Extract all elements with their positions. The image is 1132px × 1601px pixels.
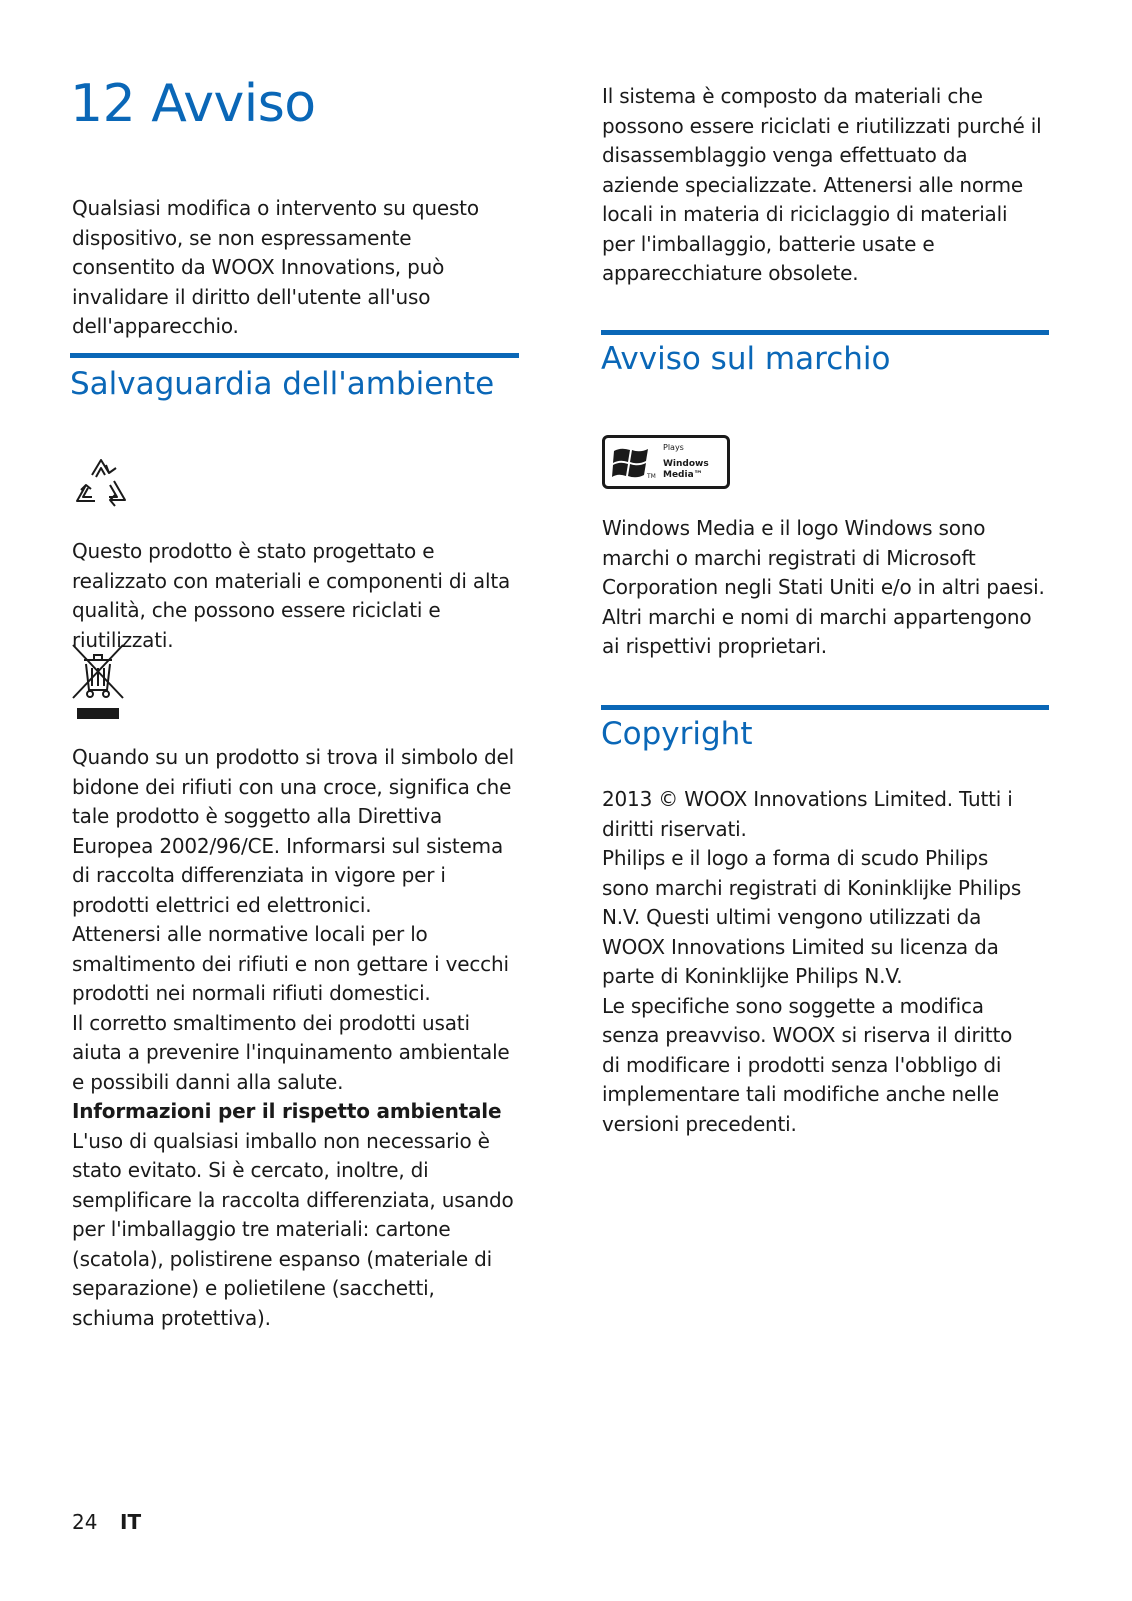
logo-media: Media™ xyxy=(663,470,703,480)
environment-paragraph-2: Quando su un prodotto si trova il simbolo del bidone dei rifiuti con una croce, significa che tale prodotto è soggetto alla Direttiva Europea 2002/96/CE. Informarsi sul sistema di raccolta differenziata in vigore per i prodotti elettrici ed elettronici. xyxy=(72,745,514,917)
logo-tm: TM xyxy=(647,473,656,480)
trademark-text: Windows Media e il logo Windows sono marchi o marchi registrati di Microsoft Corporation negli Stati Uniti e/o in altri paesi. Altri marchi e nomi di marchi appartengono ai rispettivi proprietari. xyxy=(602,516,1045,658)
page-title: 12 Avviso xyxy=(70,74,316,134)
page-language: IT xyxy=(120,1510,142,1534)
copyright-paragraph-1: 2013 © WOOX Innovations Limited. Tutti i diritti riservati. xyxy=(602,787,1013,841)
trademark-heading: Avviso sul marchio xyxy=(601,341,891,377)
windows-flag-icon xyxy=(612,445,652,481)
intro-text: Qualsiasi modifica o intervento su questo dispositivo, se non espressamente consentito da WOOX Innovations, può invalidare il diritto dell'utente all'uso dell'apparecchio. xyxy=(72,196,479,338)
section-rule-environment xyxy=(70,353,519,358)
section-rule-copyright xyxy=(601,705,1049,710)
environment-paragraph-1: Questo prodotto è stato progettato e realizzato con materiali e componenti di alta qualità, che possono essere riciclati e riutilizzati. xyxy=(72,539,511,652)
windows-media-logo xyxy=(602,435,730,489)
logo-plays: Plays xyxy=(663,443,684,452)
environment-paragraph-5: L'uso di qualsiasi imballo non necessario è stato evitato. Si è cercato, inoltre, di semplificare la raccolta differenziata, usando per l'imballaggio tre materiali: cartone (scatola), polistirene espanso (materiale di separazione) e polietilene (sacchetti, schiuma protettiva). xyxy=(72,1128,514,1330)
environment-heading: Salvaguardia dell'ambiente xyxy=(70,366,495,402)
environment-paragraph-6: Il sistema è composto da materiali che possono essere riciclati e riutilizzati purché il disassemblaggio venga effettuato da aziende specializzate. Attenersi alle norme locali in materia di riciclaggio di materiali per l'imballaggio, batterie usate e apparecchiature obsolete. xyxy=(602,84,1042,285)
copyright-heading: Copyright xyxy=(601,716,753,752)
copyright-paragraph-2: Philips e il logo a forma di scudo Philips sono marchi registrati di Koninklijke Philips N.V. Questi ultimi vengono utilizzati da WOOX Innovations Limited su licenza da parte di Koninklijke Philips N.V. xyxy=(602,846,1022,988)
logo-windows: Windows xyxy=(663,459,709,469)
page-number: 24 xyxy=(72,1510,98,1534)
environment-paragraph-4: Il corretto smaltimento dei prodotti usati aiuta a prevenire l'inquinamento ambientale e possibili danni alla salute. xyxy=(72,1010,510,1094)
environment-subheading: Informazioni per il rispetto ambientale xyxy=(72,1099,502,1123)
environment-paragraph-3: Attenersi alle normative locali per lo smaltimento dei rifiuti e non gettare i vecchi prodotti nei normali rifiuti domestici. xyxy=(72,922,509,1005)
section-rule-trademark xyxy=(601,330,1049,335)
recycle-icon xyxy=(70,455,132,513)
weee-bin-icon xyxy=(70,642,126,720)
copyright-paragraph-3: Le specifiche sono soggette a modifica senza preavviso. WOOX si riserva il diritto di modificare i prodotti senza l'obbligo di implementare tali modifiche anche nelle versioni precedenti. xyxy=(602,993,1013,1136)
